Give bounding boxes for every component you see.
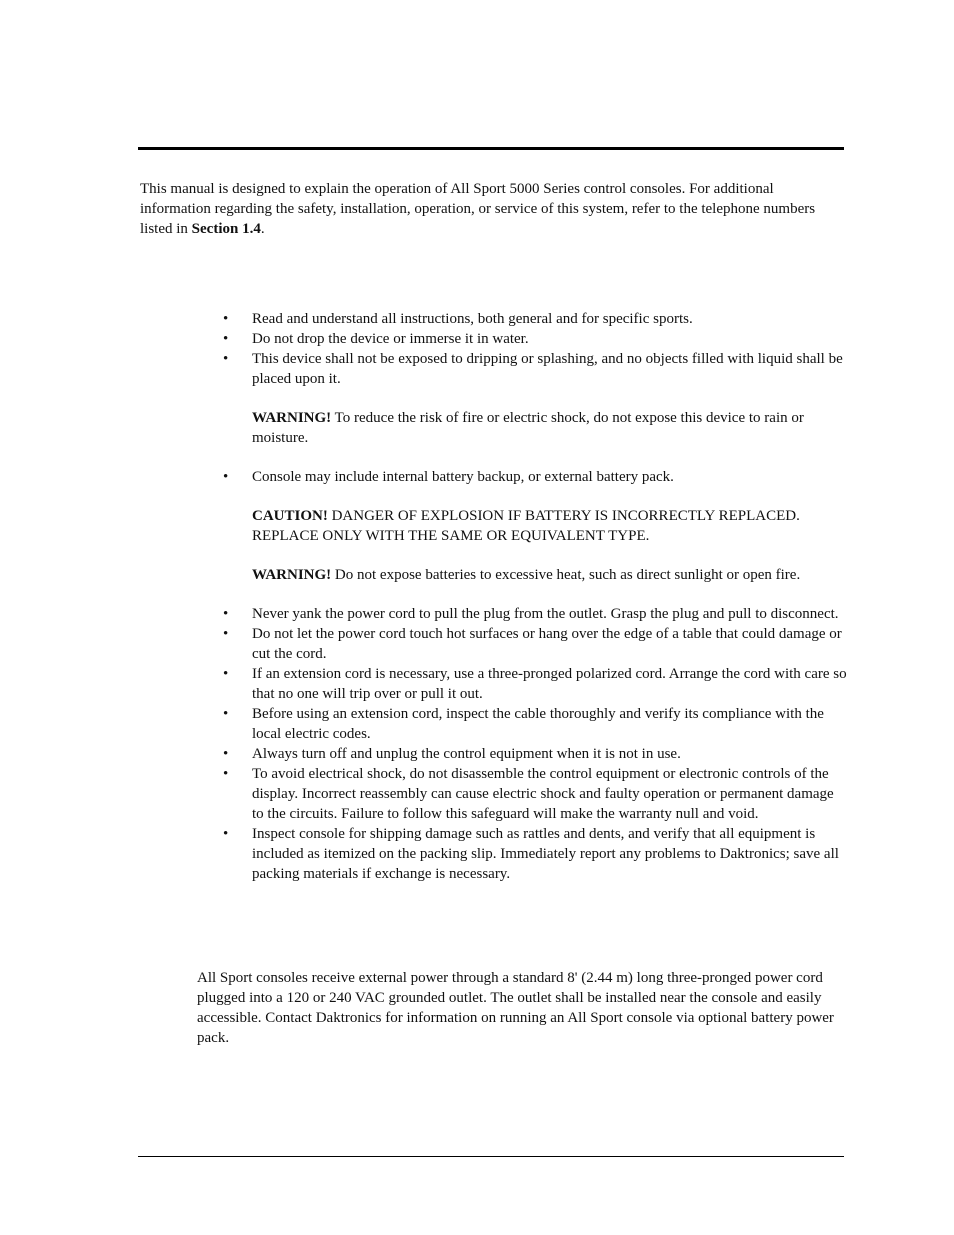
list-item bbox=[223, 604, 848, 624]
section-reference: Section 1.4 bbox=[191, 221, 261, 237]
list-item-text: Always turn off and unplug the control equipment when it is not in use. bbox=[252, 746, 681, 762]
bullet-icon: • bbox=[223, 746, 229, 762]
footer-rule bbox=[138, 1156, 844, 1157]
bullet-icon: • bbox=[223, 666, 229, 682]
bullet-icon: • bbox=[223, 469, 229, 485]
list-item bbox=[223, 309, 848, 329]
list-item bbox=[223, 764, 848, 824]
intro-text-end: . bbox=[260, 221, 265, 237]
bullet-icon: • bbox=[223, 826, 229, 842]
bullet-icon: • bbox=[223, 706, 229, 722]
intro-paragraph bbox=[140, 179, 840, 239]
warning-label: WARNING! bbox=[252, 410, 332, 426]
header-rule bbox=[138, 147, 844, 150]
list-item-text: Read and understand all instructions, both general and for specific sports. bbox=[252, 311, 693, 327]
list-item-text: If an extension cord is necessary, use a three-pronged polarized cord. Arrange the cord with care so that no one will trip over or pull it out. bbox=[252, 666, 847, 702]
list-item-text: Before using an extension cord, inspect the cable thoroughly and verify its compliance with the local electric codes. bbox=[252, 706, 824, 742]
warning-text: To reduce the risk of fire or electric shock, do not expose this device to rain or moisture. bbox=[252, 410, 804, 446]
list-item-text: Do not let the power cord touch hot surfaces or hang over the edge of a table that could damage or cut the cord. bbox=[252, 626, 842, 662]
list-item bbox=[223, 329, 848, 349]
bullet-icon: • bbox=[223, 351, 229, 367]
list-item bbox=[223, 349, 848, 389]
warning-note bbox=[223, 565, 848, 585]
list-item bbox=[223, 664, 848, 704]
list-item-text: Console may include internal battery backup, or external battery pack. bbox=[252, 469, 674, 485]
list-item-text: To avoid electrical shock, do not disassemble the control equipment or electronic controls of the display. Incorrect reassembly can cause electric shock and faulty operation or permanent damage to the circuits. Failure to follow this safeguard will make the warranty null and void. bbox=[252, 766, 834, 822]
list-item bbox=[223, 744, 848, 764]
warning-note bbox=[223, 408, 848, 448]
caution-note bbox=[223, 506, 848, 546]
bullet-icon: • bbox=[223, 626, 229, 642]
intro-text: This manual is designed to explain the operation of All Sport 5000 Series control consoles. For additional information regarding the safety, installation, operation, or service of this system, refer to the telephone numbers listed in bbox=[140, 181, 816, 237]
safety-list bbox=[223, 309, 848, 884]
bullet-icon: • bbox=[223, 331, 229, 347]
list-item bbox=[223, 467, 848, 487]
caution-label: CAUTION! bbox=[252, 508, 328, 524]
list-item bbox=[223, 624, 848, 664]
bullet-icon: • bbox=[223, 766, 229, 782]
caution-text: DANGER OF EXPLOSION IF BATTERY IS INCORRECTLY REPLACED. REPLACE ONLY WITH THE SAME OR EQUIVALENT TYPE. bbox=[252, 508, 800, 544]
bullet-icon: • bbox=[223, 311, 229, 327]
list-item bbox=[223, 824, 848, 884]
list-item-text: Never yank the power cord to pull the plug from the outlet. Grasp the plug and pull to disconnect. bbox=[252, 606, 839, 622]
warning-label: WARNING! bbox=[252, 567, 332, 583]
warning-text: Do not expose batteries to excessive heat, such as direct sunlight or open fire. bbox=[331, 567, 801, 583]
list-item-text: Inspect console for shipping damage such as rattles and dents, and verify that all equipment is included as itemized on the packing slip. Immediately report any problems to Daktronics; save all packing materials if exchange is necessary. bbox=[252, 826, 839, 882]
power-paragraph: All Sport consoles receive external power through a standard 8' (2.44 m) long three-pronged power cord plugged into a 120 or 240 VAC grounded outlet. The outlet shall be installed near the console and easily accessible. Contact Daktronics for information on running an All Sport console via optional battery power pack. bbox=[197, 970, 834, 1046]
list-item-text: Do not drop the device or immerse it in water. bbox=[252, 331, 529, 347]
list-item bbox=[223, 704, 848, 744]
bullet-icon: • bbox=[223, 606, 229, 622]
list-item-text: This device shall not be exposed to dripping or splashing, and no objects filled with liquid shall be placed upon it. bbox=[252, 351, 843, 387]
